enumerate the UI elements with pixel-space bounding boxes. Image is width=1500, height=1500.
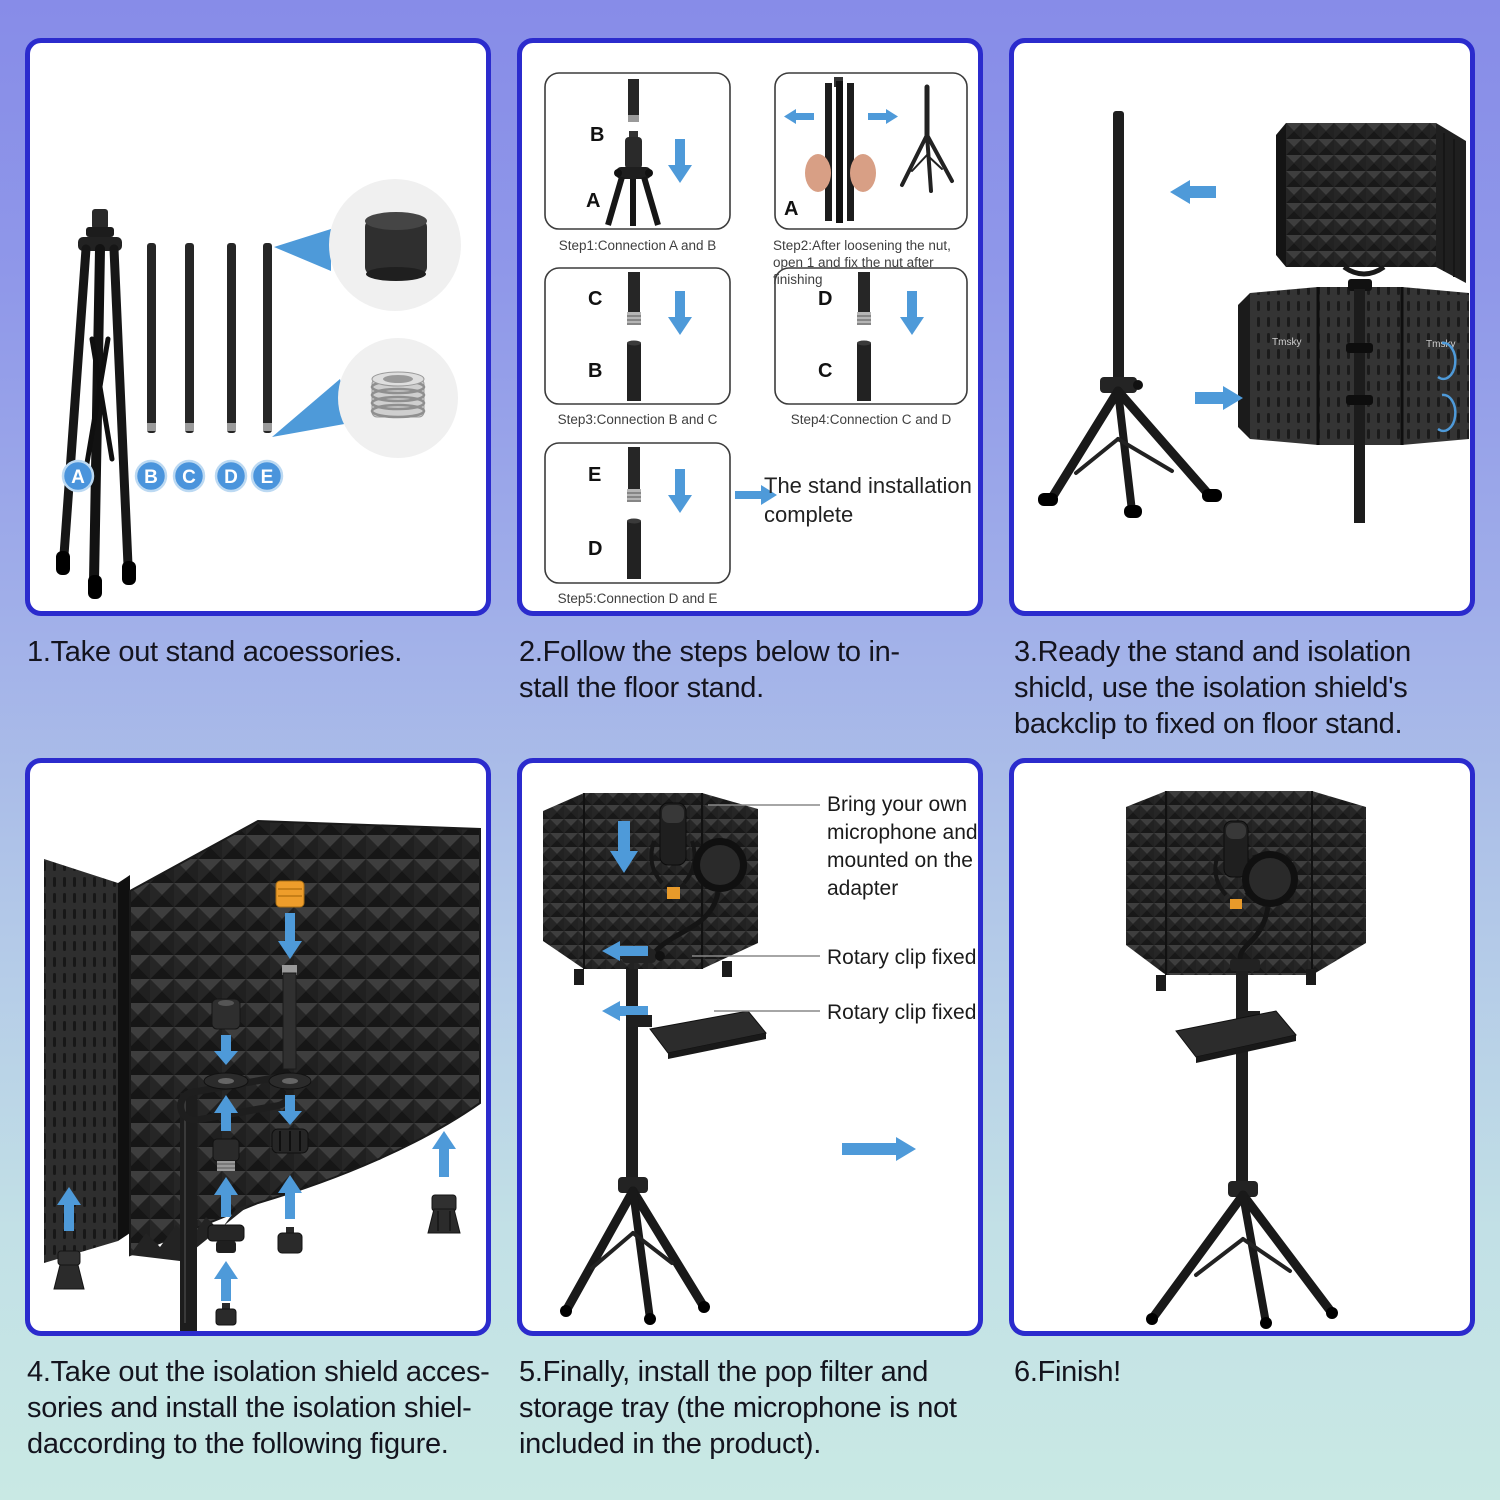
panel-step-6 <box>1009 758 1475 1336</box>
zoom-circle-cap <box>329 179 461 311</box>
orange-adapter <box>1230 899 1242 909</box>
arrow-left-icon <box>1170 180 1216 204</box>
panel-step-2 <box>517 38 983 616</box>
arrow-right-icon <box>842 1137 916 1161</box>
caption-step-3: 3.Ready the stand and isolation shicld, use the isolation shield's backclip to fixed on floor stand. <box>1014 636 1411 740</box>
stand-pole <box>180 1093 197 1331</box>
folded-stand <box>56 209 136 599</box>
step1-label-top: B <box>590 124 605 146</box>
step3-caption: Step3:Connection B and C <box>557 412 718 427</box>
floor-stand <box>1038 111 1222 518</box>
shield-logo: Tmsky <box>1272 337 1302 348</box>
stand-accessories-illustration <box>30 43 486 611</box>
orange-adapter <box>667 887 680 899</box>
step4-label-bottom: C <box>818 360 833 382</box>
annotation-microphone: Bring your own microphone and mounted on the adapter <box>827 793 978 900</box>
callout-wedge-bottom <box>272 379 350 437</box>
panel-step-4 <box>25 758 491 1336</box>
caption-step-1: 1.Take out stand acoessories. <box>27 636 402 668</box>
part-label-d: D <box>224 467 238 488</box>
step2-label-a: A <box>784 198 799 220</box>
right-connector <box>428 1131 460 1233</box>
panel-step-1 <box>25 38 491 616</box>
part-label-b: B <box>144 467 158 488</box>
hand-left <box>805 154 831 192</box>
arrow-up-icon <box>214 1261 238 1301</box>
zoom-circle-thread <box>338 338 458 458</box>
step5-label-top: E <box>588 464 602 486</box>
shield-logo: Tmsky <box>1426 339 1456 350</box>
isolation-shield-interior <box>44 821 480 1263</box>
orange-adapter <box>276 881 304 907</box>
annotation-rotary-clip-2: Rotary clip fixed <box>827 1001 977 1024</box>
step4-label-top: D <box>818 288 833 310</box>
storage-tray <box>626 1011 766 1059</box>
stand-complete-note: The stand installation complete <box>764 473 972 527</box>
step1-caption: Step1:Connection A and B <box>558 238 717 253</box>
shield-accessories-illustration <box>30 763 486 1331</box>
stand-rods <box>147 243 272 433</box>
panel-step-3 <box>1009 38 1475 616</box>
caption-step-6: 6.Finish! <box>1014 1356 1121 1388</box>
rotary-clip <box>1230 959 1260 971</box>
stand-pole <box>626 969 638 1181</box>
callout-wedge-top <box>274 229 331 271</box>
caption-step-4: 4.Take out the isolation shield acces- sories and install the isolation shiel- daccording to the following figure. <box>27 1356 490 1460</box>
isolation-shield-back <box>1238 279 1469 523</box>
step3-label-bottom: B <box>588 360 603 382</box>
arrow-right-icon <box>1195 386 1243 410</box>
part-label-c: C <box>182 467 196 488</box>
part-label-a: A <box>71 467 85 488</box>
shield-pole <box>1354 289 1365 523</box>
stand-pole <box>1236 971 1248 1183</box>
annotation-rotary-clip-1: Rotary clip fixed <box>827 946 977 969</box>
step4-caption: Step4:Connection C and D <box>790 412 952 427</box>
part-label-e: E <box>260 467 274 488</box>
tripod-legs <box>1146 1181 1338 1329</box>
caption-step-2: 2.Follow the steps below to in- stall the floor stand. <box>519 636 900 704</box>
arrow-up-icon <box>432 1131 456 1177</box>
shield-backclip <box>1344 267 1384 274</box>
step2-card <box>775 73 967 229</box>
caption-step-5: 5.Finally, install the pop filter and storage tray (the microphone is not included in the product). <box>519 1356 957 1460</box>
panel-step-5 <box>517 758 983 1336</box>
stand-and-shield-illustration <box>1014 43 1470 611</box>
step5-caption: Step5:Connection D and E <box>557 591 718 606</box>
finished-assembly-illustration <box>1014 763 1470 1331</box>
step1-label-bottom: A <box>586 190 601 212</box>
step3-label-top: C <box>588 288 603 310</box>
step2-caption: Step2:After loosening the nut, open 1 and fix the nut after finishing <box>773 238 951 287</box>
tripod-legs <box>560 1177 710 1325</box>
hand-right <box>850 154 876 192</box>
isolation-shield-front <box>1276 123 1466 283</box>
step5-label-bottom: D <box>588 538 603 560</box>
